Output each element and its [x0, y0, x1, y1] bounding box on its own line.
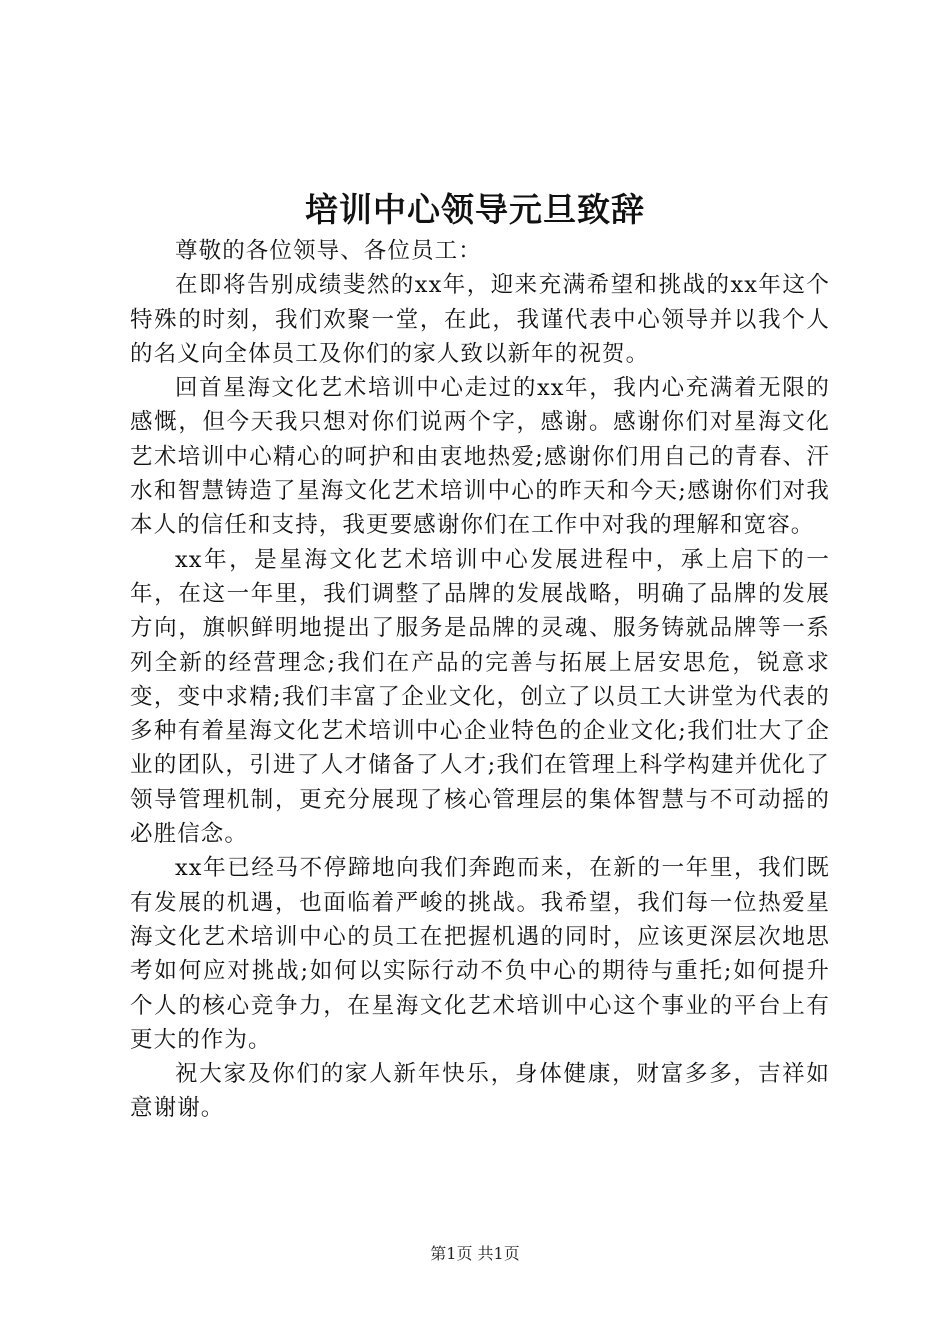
body-paragraph: 在即将告别成绩斐然的xx年，迎来充满希望和挑战的xx年这个特殊的时刻，我们欢聚一堂，在此，我谨代表中心领导并以我个人的名义向全体员工及你们的家人致以新年的祝贺。 [130, 272, 830, 367]
body-paragraph: xx年已经马不停蹄地向我们奔跑而来，在新的一年里，我们既有发展的机遇，也面临着严峻的挑战。我希望，我们每一位热爱星海文化艺术培训中心的员工在把握机遇的同时，应该更深层次地思考如何应对挑战;如何以实际行动不负中心的期待与重托;如何提升个人的核心竞争力，在星海文化艺术培训中心这个事业的平台上有更大的作为。 [130, 855, 830, 1053]
body-paragraph: 回首星海文化艺术培训中心走过的xx年，我内心充满着无限的感慨，但今天我只想对你们说两个字，感谢。感谢你们对星海文化艺术培训中心精心的呵护和由衷地热爱;感谢你们用自己的青春、汗水和智慧铸造了星海文化艺术培训中心的昨天和今天;感谢你们对我本人的信任和支持，我更要感谢你们在工作中对我的理解和宽容。 [130, 375, 830, 539]
document-body [130, 234, 830, 1126]
body-paragraph: xx年，是星海文化艺术培训中心发展进程中，承上启下的一年，在这一年里，我们调整了品牌的发展战略，明确了品牌的发展方向，旗帜鲜明地提出了服务是品牌的灵魂、服务铸就品牌等一系列全新的经营理念;我们在产品的完善与拓展上居安思危，锐意求变，变中求精;我们丰富了企业文化，创立了以员工大讲堂为代表的多种有着星海文化艺术培训中心企业特色的企业文化;我们壮大了企业的团队，引进了人才储备了人才;我们在管理上科学构建并优化了领导管理机制，更充分展现了核心管理层的集体智慧与不可动摇的必胜信念。 [130, 546, 830, 848]
page-footer: 第1页 共1页 [430, 1244, 520, 1263]
salutation-paragraph: 尊敬的各位领导、各位员工： [175, 238, 482, 264]
document-title: 培训中心领导元旦致辞 [305, 190, 645, 229]
closing-paragraph: 祝大家及你们的家人新年快乐，身体健康，财富多多，吉祥如意谢谢。 [130, 1061, 830, 1122]
